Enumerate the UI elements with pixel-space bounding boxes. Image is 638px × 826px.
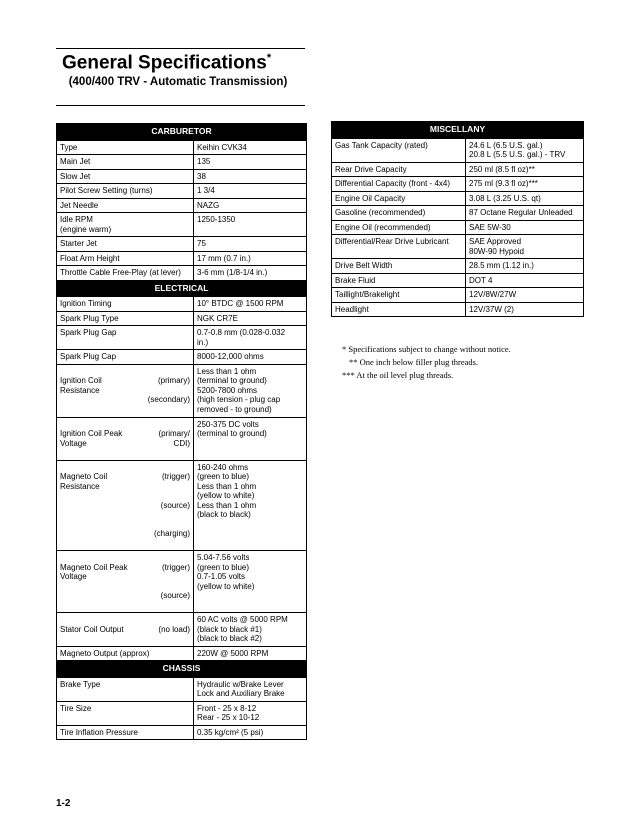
table-row [57,213,307,237]
spec-label: Magneto Output (approx) [57,646,194,661]
magneto-coil-label-cell [57,460,194,551]
table-row [57,364,307,417]
spec-value: 10° BTDC @ 1500 RPM [194,297,307,312]
table-row [57,350,307,365]
spec-label: Engine Oil Capacity [332,191,466,206]
ignition-peak-label-cell [57,417,194,460]
table-row [57,155,307,170]
spec-value: 60 AC volts @ 5000 RPM (black to black #1) (black to black #2) [194,613,307,647]
table-row [57,701,307,725]
spec-value: 12V/8W/27W [466,288,584,303]
table-row [332,302,584,317]
spec-label: Differential Capacity (front - 4x4) [332,177,466,192]
carburetor-header-row [57,124,307,141]
spec-value: 1250-1350 [194,213,307,237]
spec-qualifier: (secondary) [147,395,190,404]
spec-value: 160-240 ohms (green to blue) Less than 1 ohm (yellow to white) Less than 1 ohm (black to black) [194,460,307,551]
spec-label: Ignition Coil Resistance [60,376,102,395]
section-heading: CARBURETOR [57,124,307,141]
spec-label: Taillight/Brakelight [332,288,466,303]
section-heading: ELECTRICAL [57,280,307,297]
spec-label: Stator Coil Output [60,624,124,634]
spec-label: Drive Belt Width [332,259,466,274]
spec-value: 250-375 DC volts (terminal to ground) [194,417,307,460]
spec-value: 3-6 mm (1/8-1/4 in.) [194,266,307,281]
spec-qualifier: (no load) [158,624,190,634]
spec-value: 5.04-7.56 volts (green to blue) 0.7-1.05 volts (yellow to white) [194,551,307,613]
spec-value: NGK CR7E [194,311,307,326]
spec-label: Headlight [332,302,466,317]
spec-label: Type [57,140,194,155]
table-row [57,169,307,184]
sub-line [60,472,190,491]
spec-value: 8000-12,000 ohms [194,350,307,365]
sub-line [60,429,190,448]
footnote: ** One inch below filler plug threads. [349,357,479,367]
sub-line [60,625,190,635]
spec-label: Spark Plug Gap [57,326,194,350]
spec-value: 0.7-0.8 mm (0.028-0.032 in.) [194,326,307,350]
spec-value: 275 ml (9.3 fl oz)*** [466,177,584,192]
table-row [57,184,307,199]
spec-value: 1 3/4 [194,184,307,199]
footnote: * Specifications subject to change without notice. [342,344,511,354]
table-row [57,460,307,551]
miscellany-header-row [332,122,584,139]
table-row [57,266,307,281]
table-row [332,220,584,235]
magneto-peak-label-cell [57,551,194,613]
table-row [57,251,307,266]
title-bottom-rule [56,105,305,106]
spec-value: 75 [194,237,307,252]
table-row [57,198,307,213]
spec-value: 38 [194,169,307,184]
spec-qualifier: (source) [160,591,190,600]
spec-label: Tire Inflation Pressure [57,725,194,740]
spec-label: Gas Tank Capacity (rated) [332,138,466,162]
spec-qualifier: (primary) [158,376,190,385]
sub-line [60,563,190,582]
table-row [57,417,307,460]
table-row [57,646,307,661]
spec-value: Front - 25 x 8-12 Rear - 25 x 10-12 [194,701,307,725]
spec-label: Magneto Coil Resistance [60,472,108,491]
ignition-coil-label-cell [57,364,194,417]
spec-qualifier: (source) [160,500,190,510]
footnote: *** At the oil level plug threads. [342,370,454,380]
spec-label: Float Arm Height [57,251,194,266]
spec-label: Differential/Rear Drive Lubricant [332,235,466,259]
spec-value: 87 Octane Regular Unleaded [466,206,584,221]
spec-label: Main Jet [57,155,194,170]
spec-label: Tire Size [57,701,194,725]
spec-label: Brake Type [57,677,194,701]
spec-value: 220W @ 5000 RPM [194,646,307,661]
spec-value: 12V/37W (2) [466,302,584,317]
table-row [57,326,307,350]
spec-value: 250 ml (8.5 fl oz)** [466,162,584,177]
spec-value: Keihin CVK34 [194,140,307,155]
spec-label: Rear Drive Capacity [332,162,466,177]
spec-value: SAE 5W-30 [466,220,584,235]
spec-value: NAZG [194,198,307,213]
table-row [57,297,307,312]
page-title: General Specifications* [62,52,272,74]
table-row [332,288,584,303]
spec-value: 28.5 mm (1.12 in.) [466,259,584,274]
page-subtitle: (400/400 TRV - Automatic Transmission) [68,76,288,88]
table-row [332,259,584,274]
spec-value: 17 mm (0.7 in.) [194,251,307,266]
page-number: 1-2 [56,798,71,809]
spec-qualifier: (charging) [153,529,190,538]
spec-label: Throttle Cable Free-Play (at lever) [57,266,194,281]
table-row [57,551,307,613]
table-row [57,140,307,155]
spec-label: Spark Plug Cap [57,350,194,365]
spec-label: Magneto Coil Peak Voltage [60,562,128,581]
chassis-header-row [57,661,307,678]
table-row [57,725,307,740]
spec-label: Spark Plug Type [57,311,194,326]
spec-qualifier: (trigger) [161,562,190,572]
spec-label: Brake Fluid [332,273,466,288]
spec-label: Ignition Coil Peak Voltage [60,429,123,448]
spec-value: 24.6 L (6.5 U.S. gal.) 20.8 L (5.5 U.S. gal.) - TRV [466,138,584,162]
spec-label: Jet Needle [57,198,194,213]
spec-value: 0.35 kg/cm² (5 psi) [194,725,307,740]
electrical-header-row [57,280,307,297]
spec-value: 3.08 L (3.25 U.S. qt) [466,191,584,206]
sub-line [60,376,190,395]
spec-label: Ignition Timing [57,297,194,312]
specs-table-left [56,123,307,740]
spec-value: DOT 4 [466,273,584,288]
table-row [332,138,584,162]
table-row [57,237,307,252]
specs-table-right [331,121,584,317]
spec-label: Engine Oil (recommended) [332,220,466,235]
spec-label: Gasoline (recommended) [332,206,466,221]
table-row [332,206,584,221]
section-heading: MISCELLANY [332,122,584,139]
footnotes [342,343,511,382]
section-heading: CHASSIS [57,661,307,678]
spec-value: SAE Approved 80W-90 Hypoid [466,235,584,259]
table-row [57,311,307,326]
spec-value: 135 [194,155,307,170]
table-row [332,177,584,192]
spec-label: Idle RPM (engine warm) [57,213,194,237]
table-row [332,235,584,259]
spec-value: Hydraulic w/Brake Lever Lock and Auxiliary Brake [194,677,307,701]
table-row [57,677,307,701]
spec-value: Less than 1 ohm (terminal to ground) 5200-7800 ohms (high tension - plug cap removed - to ground) [194,364,307,417]
spec-label: Starter Jet [57,237,194,252]
stator-label-cell [57,613,194,647]
table-row [332,162,584,177]
top-rule [56,48,305,49]
spec-qualifier: (trigger) [161,472,190,481]
spec-qualifier: (primary/ CDI) [158,429,190,448]
spec-label: Pilot Screw Setting (turns) [57,184,194,199]
table-row [332,273,584,288]
spec-label: Slow Jet [57,169,194,184]
table-row [57,613,307,647]
table-row [332,191,584,206]
